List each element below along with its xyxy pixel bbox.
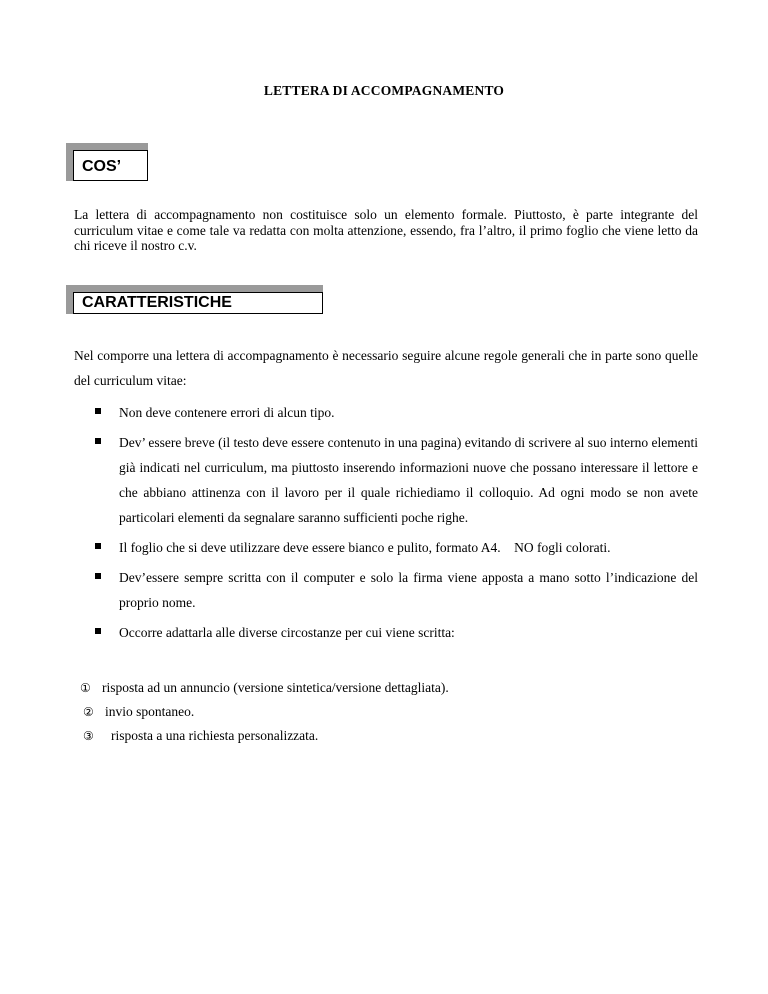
list-item-text: Dev’ essere breve (il testo deve essere contenuto in una pagina) evitando di scrivere al suo interno elementi già indicati nel curriculum, ma piuttosto inserendo informazioni nuove che possano interessare il lettore e che abbiano attinenza con il lavoro per il quale richiediamo il colloquio. Ad ogni modo se non avete particolari elementi da segnalare saranno sufficienti poche righe. (119, 435, 698, 525)
list-item (95, 430, 698, 530)
square-bullet-icon (95, 543, 101, 549)
caratteristiche-paragraph: Nel comporre una lettera di accompagnamento è necessario seguire alcune regole generali che in parte sono quelle del curriculum vitae: (74, 348, 698, 388)
number-one-icon: ① (80, 681, 91, 695)
section-heading-cos: COS’ (73, 150, 148, 181)
section-heading-caratteristiche: CARATTERISTICHE (73, 292, 323, 314)
square-bullet-icon (95, 438, 101, 444)
rules-bullet-list (95, 400, 698, 650)
list-item (95, 400, 698, 425)
list-item (80, 724, 449, 748)
list-item (95, 565, 698, 615)
number-three-icon: ③ (83, 729, 94, 743)
list-item-text: risposta a una richiesta personalizzata. (111, 728, 319, 743)
circumstances-numbered-list (80, 676, 449, 748)
square-bullet-icon (95, 628, 101, 634)
list-item (80, 700, 449, 724)
list-item-text: risposta ad un annuncio (versione sintetica/versione dettagliata). (102, 680, 449, 695)
document-title: LETTERA DI ACCOMPAGNAMENTO (263, 83, 505, 98)
list-item-text: Dev’essere sempre scritta con il computer e solo la firma viene apposta a mano sotto l’indicazione del proprio nome. (119, 570, 698, 610)
list-item (95, 620, 698, 645)
list-item (80, 676, 449, 700)
intro-paragraph: La lettera di accompagnamento non costituisce solo un elemento formale. Piuttosto, è parte integrante del curriculum vitae e come tale va redatta con molta attenzione, essendo, fra l’altro, il primo foglio che viene letto da chi riceve il nostro c.v. (74, 207, 698, 253)
list-item-text: invio spontaneo. (105, 704, 195, 719)
list-item-text: Occorre adattarla alle diverse circostanze per cui viene scritta: (119, 625, 455, 640)
square-bullet-icon (95, 573, 101, 579)
list-item-text: Il foglio che si deve utilizzare deve essere bianco e pulito, formato A4. NO fogli colorati. (119, 540, 611, 555)
list-item-text: Non deve contenere errori di alcun tipo. (119, 405, 335, 420)
square-bullet-icon (95, 408, 101, 414)
list-item (95, 535, 698, 560)
number-two-icon: ② (83, 705, 94, 719)
